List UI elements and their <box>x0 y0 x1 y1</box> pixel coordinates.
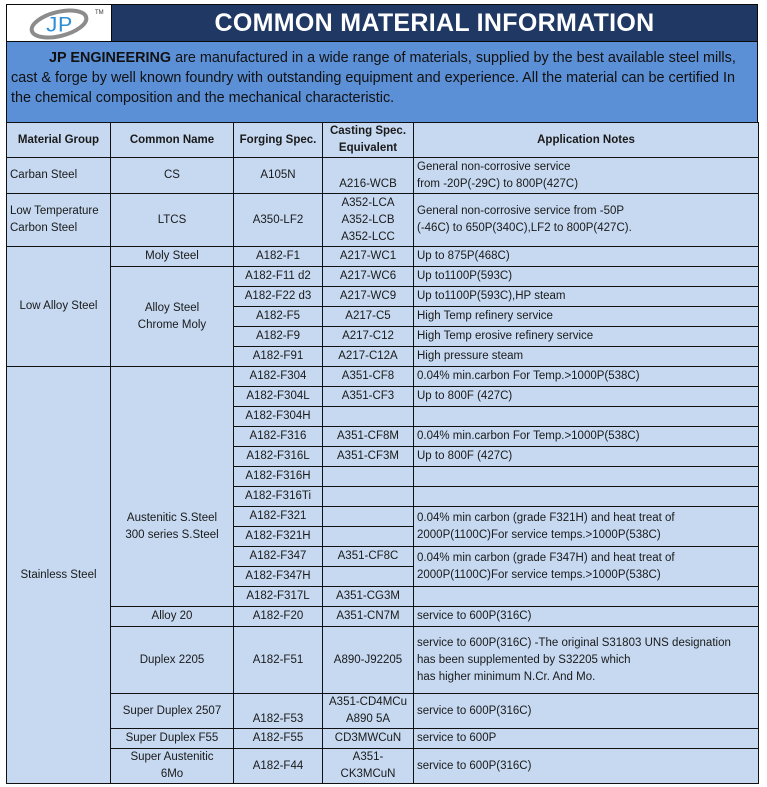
jp-logo-icon <box>7 5 111 41</box>
material-group-cell: Low Alloy Steel <box>7 247 111 367</box>
casting-spec-cell: A352-LCA A352-LCB A352-LCC <box>323 194 414 247</box>
application-notes-cell: service to 600P <box>414 729 759 749</box>
material-info-sheet <box>6 4 758 784</box>
common-name-cell: Duplex 2205 <box>111 627 234 694</box>
common-name-cell: Alloy 20 <box>111 607 234 627</box>
casting-spec-cell: A217-C5 <box>323 307 414 327</box>
description-text: are manufactured in a wide range of materials, supplied by the best available steel mills, cast & forge by well known foundry with outstanding equipment and experience. All the material can be certified In the chemical composition and the mechanical characteristic. <box>11 50 736 106</box>
page-title: COMMON MATERIAL INFORMATION <box>112 5 757 41</box>
casting-spec-cell: A216-WCB <box>323 158 414 194</box>
title-bar <box>6 4 758 42</box>
application-notes-cell <box>414 407 759 427</box>
table-row <box>7 194 759 247</box>
forging-spec-cell: A182-F321H <box>234 527 323 547</box>
casting-spec-cell: A351-CF3 <box>323 387 414 407</box>
casting-spec-cell: A890-J92205 <box>323 627 414 694</box>
application-notes-cell: 0.04% min.carbon For Temp.>1000P(538C) <box>414 367 759 387</box>
forging-spec-cell: A182-F317L <box>234 587 323 607</box>
casting-spec-cell: A351-CF8M <box>323 427 414 447</box>
forging-spec-cell: A182-F20 <box>234 607 323 627</box>
application-notes-cell: service to 600P(316C) <box>414 749 759 784</box>
table-row <box>7 158 759 194</box>
forging-spec-cell: A182-F9 <box>234 327 323 347</box>
application-notes-cell: service to 600P(316C) -The original S31803 UNS designation has been supplemented by S32205 which has higher minimum N.Cr. And Mo. <box>414 627 759 694</box>
common-name-cell: Super Austenitic 6Mo <box>111 749 234 784</box>
casting-spec-cell: A351-CF8 <box>323 367 414 387</box>
application-notes-cell: 0.04% min carbon (grade F321H) and heat treat of 2000P(1100C)For service temps.>1000P(538C) <box>414 507 759 547</box>
table-row <box>7 694 759 729</box>
forging-spec-cell: A182-F304 <box>234 367 323 387</box>
table-row <box>7 247 759 267</box>
forging-spec-cell: A182-F11 d2 <box>234 267 323 287</box>
material-group-cell: Carban Steel <box>7 158 111 194</box>
application-notes-cell: General non-corrosive service from -20P(-29C) to 800P(427C) <box>414 158 759 194</box>
application-notes-cell: Up to 800F (427C) <box>414 387 759 407</box>
forging-spec-cell: A182-F304L <box>234 387 323 407</box>
casting-spec-cell: A351-CK3MCuN <box>323 749 414 784</box>
col-header-common-name: Common Name <box>111 123 234 158</box>
forging-spec-cell: A182-F51 <box>234 627 323 694</box>
application-notes-cell: High Temp refinery service <box>414 307 759 327</box>
casting-spec-cell: A351-CD4MCu A890 5A <box>323 694 414 729</box>
casting-spec-cell <box>323 567 414 587</box>
application-notes-cell: General non-corrosive service from -50P (-46C) to 650P(340C),LF2 to 800P(427C). <box>414 194 759 247</box>
forging-spec-cell: A182-F91 <box>234 347 323 367</box>
table-row <box>7 749 759 784</box>
application-notes-cell <box>414 467 759 487</box>
casting-spec-cell: A217-C12A <box>323 347 414 367</box>
material-table <box>6 122 759 784</box>
col-header-casting-spec: Casting Spec. Equivalent <box>323 123 414 158</box>
application-notes-cell <box>414 487 759 507</box>
application-notes-cell: 0.04% min.carbon For Temp.>1000P(538C) <box>414 427 759 447</box>
casting-spec-cell: A217-WC1 <box>323 247 414 267</box>
casting-spec-cell: A351-CF3M <box>323 447 414 467</box>
forging-spec-cell: A182-F53 <box>234 694 323 729</box>
casting-spec-cell <box>323 467 414 487</box>
forging-spec-cell: A350-LF2 <box>234 194 323 247</box>
forging-spec-cell: A182-F347H <box>234 567 323 587</box>
forging-spec-cell: A182-F316Ti <box>234 487 323 507</box>
forging-spec-cell: A182-F316L <box>234 447 323 467</box>
application-notes-cell: High Temp erosive refinery service <box>414 327 759 347</box>
forging-spec-cell: A182-F22 d3 <box>234 287 323 307</box>
application-notes-cell: Up to 875P(468C) <box>414 247 759 267</box>
company-description <box>6 42 758 122</box>
forging-spec-cell: A182-F44 <box>234 749 323 784</box>
casting-spec-cell: A351-CG3M <box>323 587 414 607</box>
casting-spec-cell: CD3MWCuN <box>323 729 414 749</box>
col-header-forging-spec: Forging Spec. <box>234 123 323 158</box>
col-header-application-notes: Application Notes <box>414 123 759 158</box>
casting-spec-cell <box>323 527 414 547</box>
common-name-cell: CS <box>111 158 234 194</box>
company-name: JP ENGINEERING <box>49 50 172 66</box>
material-group-cell: Stainless Steel <box>7 367 111 784</box>
casting-spec-cell <box>323 487 414 507</box>
application-notes-cell: service to 600P(316C) <box>414 694 759 729</box>
application-notes-cell: Up to1100P(593C) <box>414 267 759 287</box>
table-row <box>7 729 759 749</box>
forging-spec-cell: A182-F316H <box>234 467 323 487</box>
company-logo <box>7 5 112 41</box>
col-header-material-group: Material Group <box>7 123 111 158</box>
forging-spec-cell: A182-F321 <box>234 507 323 527</box>
forging-spec-cell: A182-F55 <box>234 729 323 749</box>
common-name-cell: Super Duplex 2507 <box>111 694 234 729</box>
application-notes-cell: service to 600P(316C) <box>414 607 759 627</box>
table-row <box>7 367 759 387</box>
table-row <box>7 607 759 627</box>
common-name-cell: Super Duplex F55 <box>111 729 234 749</box>
casting-spec-cell: A351-CN7M <box>323 607 414 627</box>
table-row <box>7 627 759 694</box>
casting-spec-cell <box>323 407 414 427</box>
svg-text:JP: JP <box>45 12 73 37</box>
application-notes-cell: 0.04% min carbon (grade F347H) and heat treat of 2000P(1100C)For service temps.>1000P(538C) <box>414 547 759 587</box>
common-name-cell: LTCS <box>111 194 234 247</box>
forging-spec-cell: A105N <box>234 158 323 194</box>
material-group-cell: Low Temperature Carbon Steel <box>7 194 111 247</box>
casting-spec-cell: A217-WC6 <box>323 267 414 287</box>
application-notes-cell: Up to 800F (427C) <box>414 447 759 467</box>
casting-spec-cell <box>323 507 414 527</box>
common-name-cell: Moly Steel <box>111 247 234 267</box>
application-notes-cell: Up to1100P(593C),HP steam <box>414 287 759 307</box>
table-row <box>7 267 759 287</box>
common-name-cell: Austenitic S.Steel 300 series S.Steel <box>111 367 234 607</box>
common-name-cell: Alloy Steel Chrome Moly <box>111 267 234 367</box>
application-notes-cell: High pressure steam <box>414 347 759 367</box>
casting-spec-cell: A217-WC9 <box>323 287 414 307</box>
application-notes-cell <box>414 587 759 607</box>
casting-spec-cell: A351-CF8C <box>323 547 414 567</box>
forging-spec-cell: A182-F1 <box>234 247 323 267</box>
svg-text:TM: TM <box>95 10 104 16</box>
casting-spec-cell: A217-C12 <box>323 327 414 347</box>
table-header-row <box>7 123 759 158</box>
forging-spec-cell: A182-F316 <box>234 427 323 447</box>
forging-spec-cell: A182-F5 <box>234 307 323 327</box>
forging-spec-cell: A182-F347 <box>234 547 323 567</box>
forging-spec-cell: A182-F304H <box>234 407 323 427</box>
